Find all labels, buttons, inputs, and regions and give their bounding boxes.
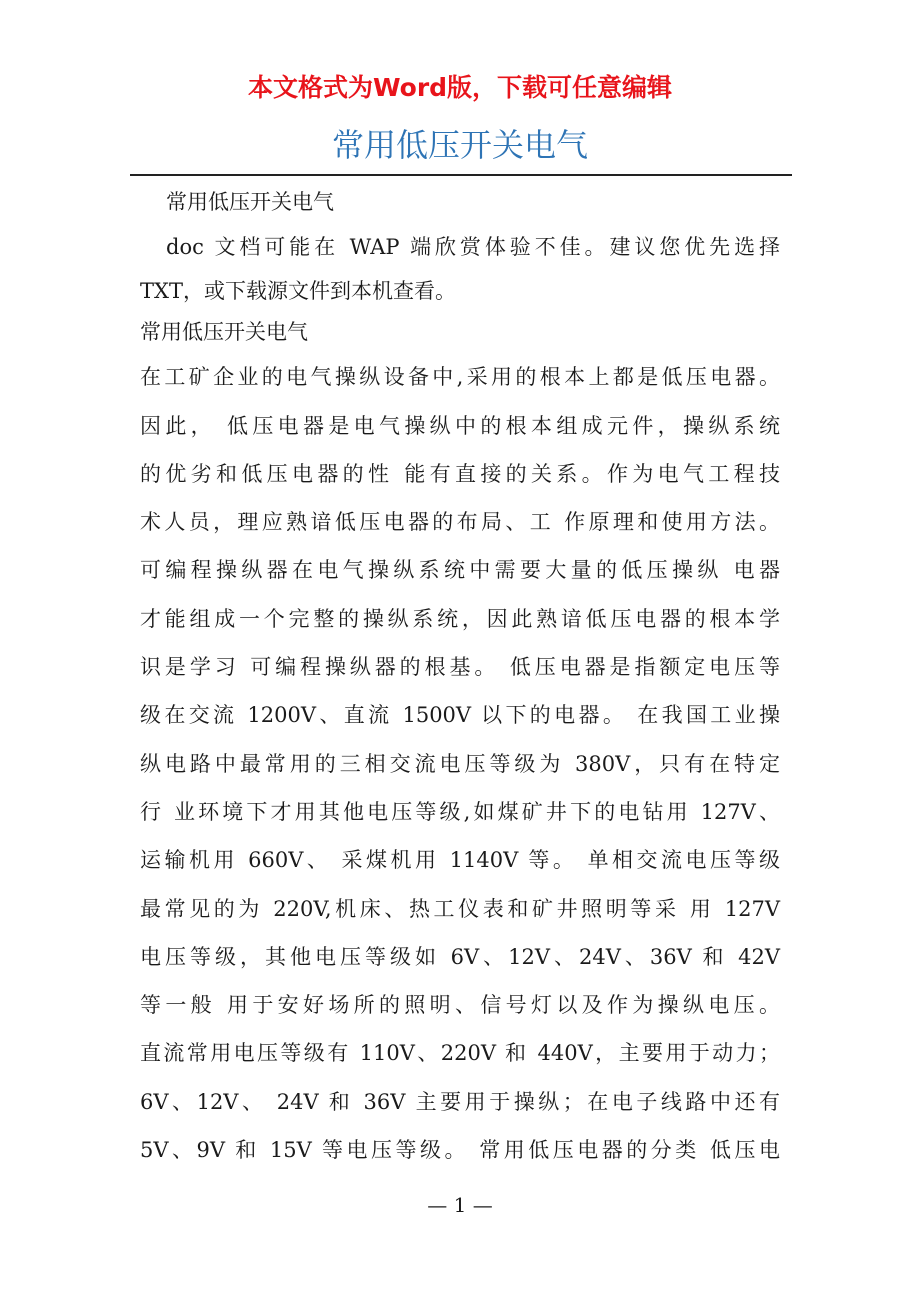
- body-line: 识是学习 可编程操纵器的根基。 低压电器是指额定电压等: [140, 655, 780, 680]
- body-line: 行 业环境下才用其他电压等级,如煤矿井下的电钻用 127V、: [140, 799, 780, 824]
- body-line: 的优劣和低压电器的性 能有直接的关系。作为电气工程技: [140, 461, 780, 486]
- body-line: 才能组成一个完整的操纵系统，因此熟谙低压电器的根本学: [140, 606, 780, 631]
- body-line: 6V、12V、 24V 和 36V 主要用于操纵；在电子线路中还有: [140, 1089, 780, 1114]
- document-title: 常用低压开关电气: [331, 126, 588, 164]
- page-number: — 1 —: [427, 1193, 493, 1217]
- body-line: 运输机用 660V、 采煤机用 1140V 等。 单相交流电压等级: [140, 848, 780, 873]
- body-line: 级在交流 1200V、直流 1500V 以下的电器。 在我国工业操: [140, 703, 780, 728]
- body-line: 可编程操纵器在电气操纵系统中需要大量的低压操纵 电器: [140, 558, 780, 583]
- body-line: 因此， 低压电器是电气操纵中的根本组成元件，操纵系统: [140, 413, 780, 438]
- body-line: 5V、9V 和 15V 等电压等级。 常用低压电器的分类 低压电: [140, 1138, 780, 1163]
- download-banner: 本文格式为Word版，下载可任意编辑: [247, 73, 673, 102]
- body-line: 纵电路中最常用的三相交流电压等级为 380V，只有在特定: [140, 751, 780, 776]
- body-line: 电压等级，其他电压等级如 6V、12V、24V、36V 和 42V: [140, 944, 780, 969]
- body-line: 直流常用电压等级有 110V、220V 和 440V，主要用于动力；: [140, 1041, 780, 1066]
- body-line: 等一般 用于安好场所的照明、信号灯以及作为操纵电压。: [140, 993, 780, 1018]
- section-heading: 常用低压开关电气: [140, 320, 308, 345]
- subtitle-line: 常用低压开关电气: [166, 190, 334, 214]
- body-line: 术人员，理应熟谙低压电器的布局、工 作原理和使用方法。: [140, 510, 780, 535]
- body-line: 最常见的为 220V,机床、热工仪表和矿井照明等采 用 127V: [140, 896, 780, 921]
- document-body: [140, 182, 780, 1174]
- title-divider: [130, 174, 792, 176]
- body-line: TXT，或下载源文件到本机查看。: [140, 279, 456, 304]
- body-line: doc 文档可能在 WAP 端欣赏体验不佳。建议您优先选择: [166, 235, 780, 259]
- body-line: 在工矿企业的电气操纵设备中,采用的根本上都是低压电器。: [140, 365, 780, 390]
